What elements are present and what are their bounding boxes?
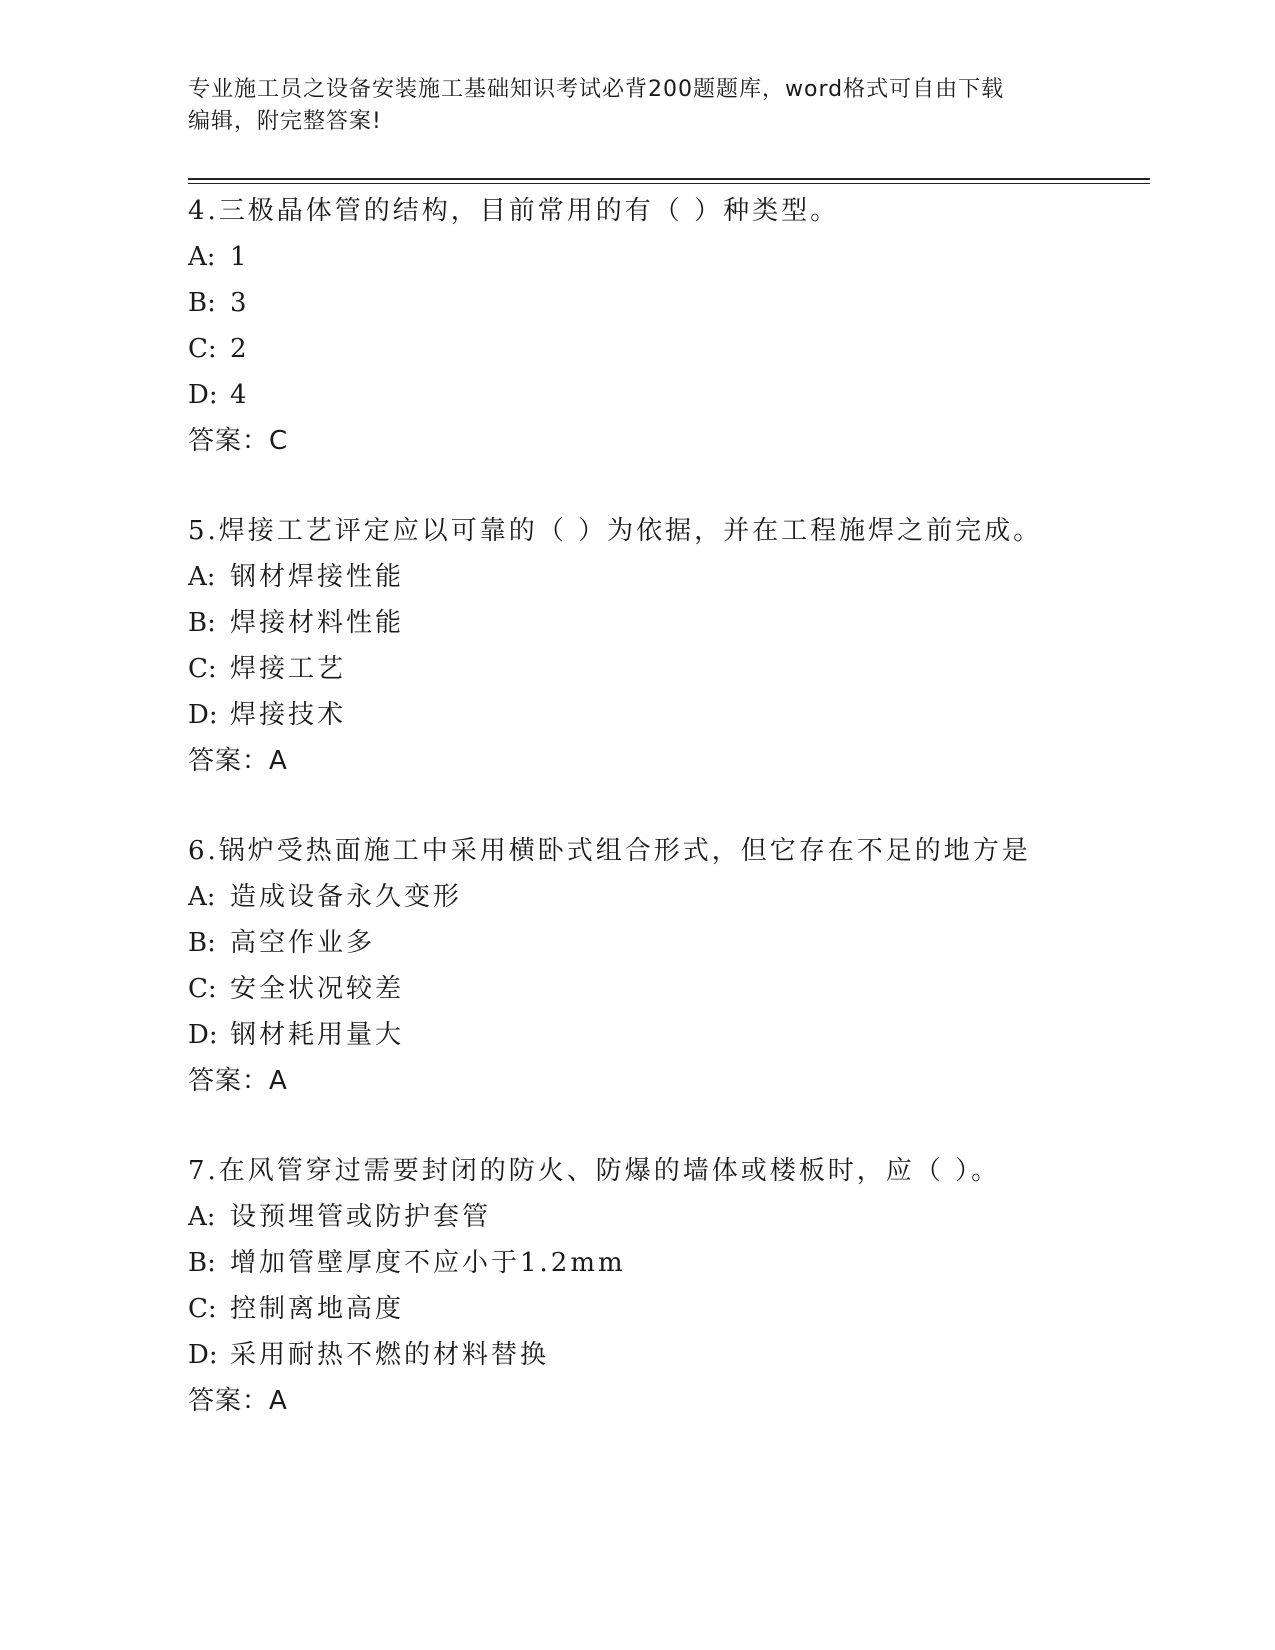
header-rule-thin: [188, 183, 1150, 184]
answer-line: 答案：A: [188, 746, 288, 776]
document-header: [188, 74, 1068, 138]
option-text: 采用耐热不燃的材料替换: [230, 1340, 550, 1370]
option-text: 安全状况较差: [230, 974, 405, 1004]
option-text: 控制离地高度: [230, 1294, 405, 1324]
option-letter: C:: [188, 334, 217, 364]
option-text: 焊接工艺: [230, 654, 347, 684]
option-b: [188, 1240, 1148, 1286]
option-letter: C:: [188, 974, 217, 1004]
question-4: [188, 188, 1148, 464]
option-text: 钢材焊接性能: [230, 562, 405, 592]
option-letter: D:: [188, 380, 218, 410]
question-stem: 6.锅炉受热面施工中采用横卧式组合形式，但它存在不足的地方是: [188, 836, 1031, 866]
option-letter: A:: [188, 242, 216, 272]
header-line-1: 专业施工员之设备安装施工基础知识考试必背200题题库，word格式可自由下载: [188, 77, 1005, 102]
option-letter: A:: [188, 562, 216, 592]
question-stem: 4.三极晶体管的结构，目前常用的有（ ）种类型。: [188, 196, 840, 226]
question-6: [188, 828, 1148, 1104]
question-list: [188, 188, 1148, 1424]
option-letter: B:: [188, 288, 216, 318]
option-a: [188, 554, 1148, 600]
question-5: [188, 508, 1148, 784]
option-text: 焊接材料性能: [230, 608, 405, 638]
header-line-2: 编辑，附完整答案!: [188, 109, 382, 134]
header-rule-thick: [188, 178, 1150, 180]
option-text: 增加管壁厚度不应小于1.2mm: [230, 1248, 626, 1278]
option-text: 3: [230, 288, 250, 318]
option-text: 设预埋管或防护套管: [230, 1202, 492, 1232]
option-text: 4: [230, 380, 250, 410]
option-d: [188, 372, 1148, 418]
option-letter: D:: [188, 700, 218, 730]
option-d: [188, 692, 1148, 738]
option-text: 焊接技术: [230, 700, 347, 730]
option-c: [188, 326, 1148, 372]
option-c: [188, 966, 1148, 1012]
option-letter: B:: [188, 1248, 216, 1278]
option-c: [188, 646, 1148, 692]
question-stem: 5.焊接工艺评定应以可靠的（ ）为依据，并在工程施焊之前完成。: [188, 516, 1043, 546]
answer-line: 答案：A: [188, 1066, 288, 1096]
option-letter: A:: [188, 882, 216, 912]
option-text: 1: [230, 242, 250, 272]
option-a: [188, 874, 1148, 920]
answer-line: 答案：C: [188, 426, 289, 456]
question-stem: 7.在风管穿过需要封闭的防火、防爆的墙体或楼板时，应（ ）。: [188, 1156, 1001, 1186]
answer-line: 答案：A: [188, 1386, 288, 1416]
option-c: [188, 1286, 1148, 1332]
option-text: 2: [230, 334, 250, 364]
option-b: [188, 600, 1148, 646]
option-b: [188, 920, 1148, 966]
option-b: [188, 280, 1148, 326]
option-letter: C:: [188, 654, 217, 684]
option-text: 钢材耗用量大: [230, 1020, 405, 1050]
option-letter: B:: [188, 928, 216, 958]
option-letter: A:: [188, 1202, 216, 1232]
option-d: [188, 1012, 1148, 1058]
option-a: [188, 1194, 1148, 1240]
option-letter: D:: [188, 1340, 218, 1370]
option-d: [188, 1332, 1148, 1378]
question-7: [188, 1148, 1148, 1424]
option-a: [188, 234, 1148, 280]
option-text: 高空作业多: [230, 928, 376, 958]
option-letter: D:: [188, 1020, 218, 1050]
option-text: 造成设备永久变形: [230, 882, 463, 912]
option-letter: C:: [188, 1294, 217, 1324]
option-letter: B:: [188, 608, 216, 638]
